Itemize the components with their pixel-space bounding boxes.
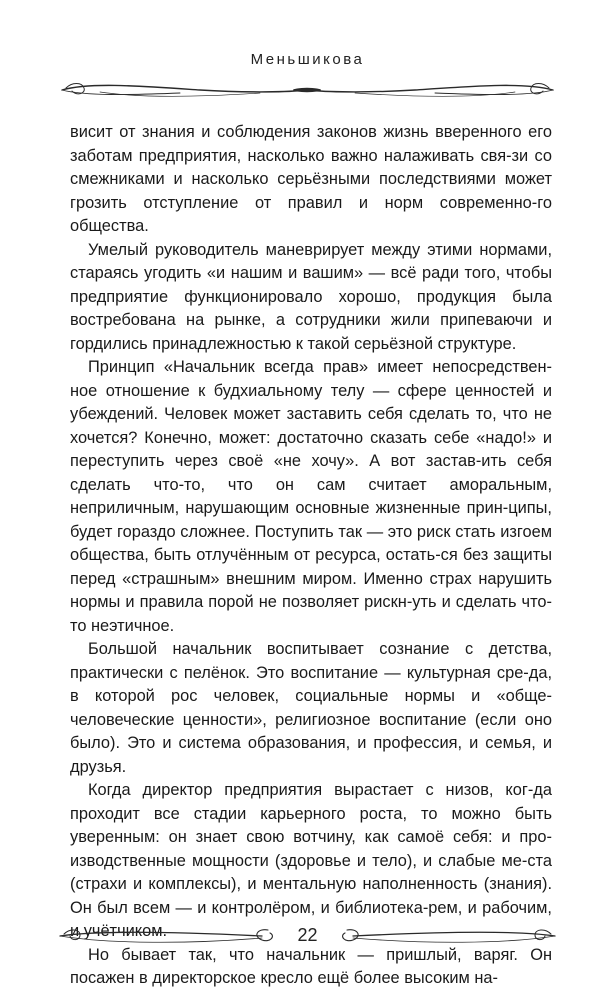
paragraph: Умелый руководитель маневрирует между этими нормами, стараясь угодить «и нашим и вашим» — всё ради того, чтобы предприятие функционировало хорошо, продукция была востребована на рынке, а сотрудники жили припеваючи и гордились принадлежностью к такой серьёзной структуре. <box>70 240 552 353</box>
running-head: Меньшикова <box>250 51 365 68</box>
page-number: 22 <box>297 925 318 945</box>
body-text <box>70 121 552 991</box>
paragraph: Принцип «Начальник всегда прав» имеет непосредствен-ное отношение к будхиальному телу — сфере ценностей и убеждений. Человек может заставить себя сделать то, что не хочется? Конечно, может: достаточно сказать себе «надо!» и переступить через своё «не хочу». А вот застав-ить себя сделать что-то, что он сам считает аморальным, неприличным, нарушающим основные жизненные прин-ципы, будет гораздо сложнее. Поступить так — это риск стать изгоем общества, быть отлучённым от ресурса, остать-ся без защиты перед «страшным» внешним миром. Именно страх нарушить нормы и правила порой не позволяет рискн-уть и сделать что-то неэтичное. <box>70 358 552 635</box>
paragraph: висит от знания и соблюдения законов жизнь вверенного его заботам предприятия, насколько важно налаживать свя-зи со смежниками и насколько серьёзными последствиями может грозить отступление от правил и норм современно-го общества. <box>70 123 552 235</box>
paragraph: Когда директор предприятия вырастает с низов, ког-да проходит все стадии карьерного роста, то можно быть уверенным: он знает свою вотчину, как самоё себя: и про-изводственные мощности (здоровье и тело), и слабые ме-ста (страхи и комплексы), и ментальную наполненность (знания). Он был всем — и контролёром, и библиотека-рем, и рабочим, и учётчиком. <box>70 781 552 940</box>
top-ornament-icon <box>0 68 615 108</box>
paragraph: Но бывает так, что начальник — пришлый, варяг. Он посажен в директорское кресло ещё более высоким на- <box>70 945 552 987</box>
paragraph: Большой начальник воспитывает сознание с детства, практически с пелёнок. Это воспитание — культурная сре-да, в которой рос человек, социальные нормы и «обще-человеческие ценности», религиозное воспитание (если оно было). Это и система образования, и профессия, и семья, и друзья. <box>70 640 552 776</box>
